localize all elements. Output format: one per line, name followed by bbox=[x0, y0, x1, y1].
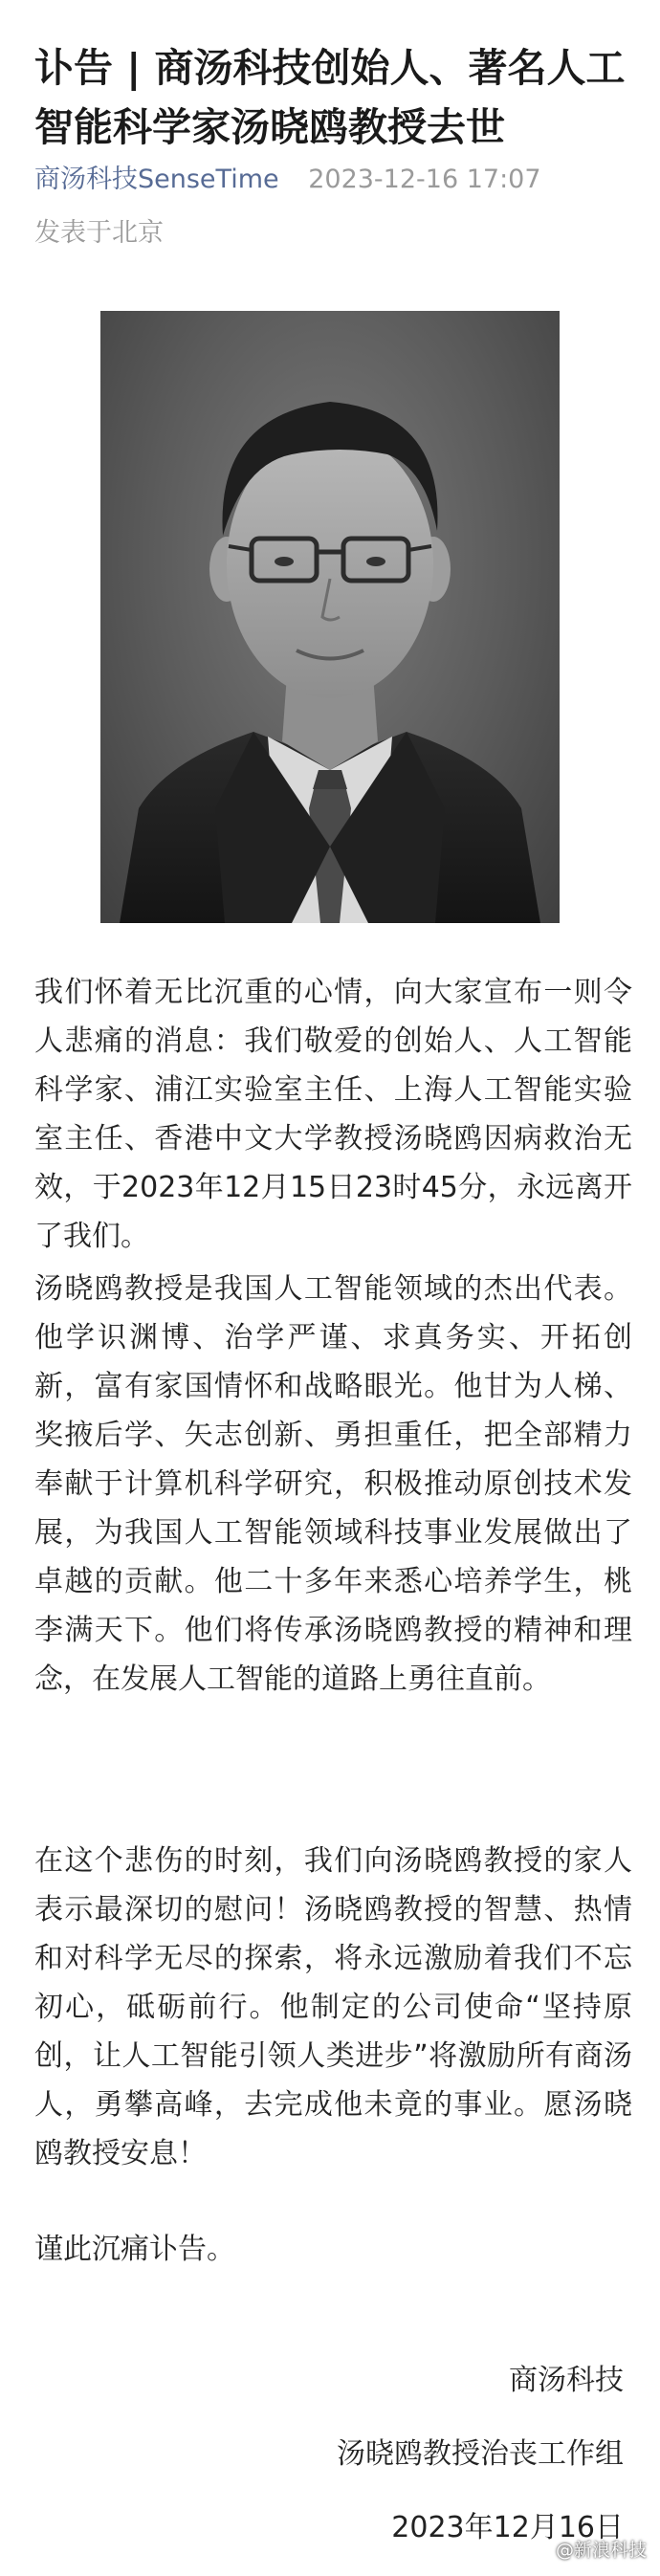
body-paragraph-4: 谨此沉痛讣告。 bbox=[34, 2233, 235, 2266]
publish-location: 发表于北京 bbox=[34, 218, 164, 248]
article-title: 讣告 | 商汤科技创始人、著名人工智能科学家汤晓鸥教授去世 bbox=[34, 45, 626, 150]
article-meta bbox=[34, 161, 637, 199]
body-paragraph-3: 在这个悲伤的时刻，我们向汤晓鸥教授的家人表示最深切的慰问！汤晓鸥教授的智慧、热情和对科学无尽的探索，将永远激励着我们不忘初心，砥砺前行。他制定的公司使命“坚持原创，让人工智能引领人类进步”将激励所有商汤人，勇攀高峰，去完成他未竟的事业。愿汤晓鸥教授安息！ bbox=[34, 1844, 632, 2170]
publish-datetime: 2023-12-16 17:07 bbox=[308, 165, 541, 194]
body-paragraph-2: 汤晓鸥教授是我国人工智能领域的杰出代表。他学识渊博、治学严谨、求真务实、开拓创新，富有家国情怀和战略眼光。他甘为人梯、奖掖后学、矢志创新、勇担重任，把全部精力奉献于计算机科学研究，积极推动原创技术发展，为我国人工智能领域科技事业发展做出了卓越的贡献。他二十多年来悉心培养学生，桃李满天下。他们将传承汤晓鸥教授的精神和理念，在发展人工智能的道路上勇往直前。 bbox=[34, 1272, 632, 1696]
signature-committee: 汤晓鸥教授治丧工作组 bbox=[337, 2437, 624, 2471]
portrait-photo[interactable] bbox=[100, 311, 560, 923]
portrait-illustration bbox=[100, 311, 560, 923]
source-watermark: @新浪科技 bbox=[555, 2540, 647, 2561]
signature-org: 商汤科技 bbox=[509, 2364, 624, 2397]
signature-date: 2023年12月16日 bbox=[391, 2511, 624, 2544]
author-link[interactable]: 商汤科技SenseTime bbox=[34, 165, 279, 194]
body-paragraph-1: 我们怀着无比沉重的心情，向大家宣布一则令人悲痛的消息：我们敬爱的创始人、人工智能科学家、浦江实验室主任、上海人工智能实验室主任、香港中文大学教授汤晓鸥因病救治无效，于2023年12月15日23时45分，永远离开了我们。 bbox=[34, 976, 632, 1253]
